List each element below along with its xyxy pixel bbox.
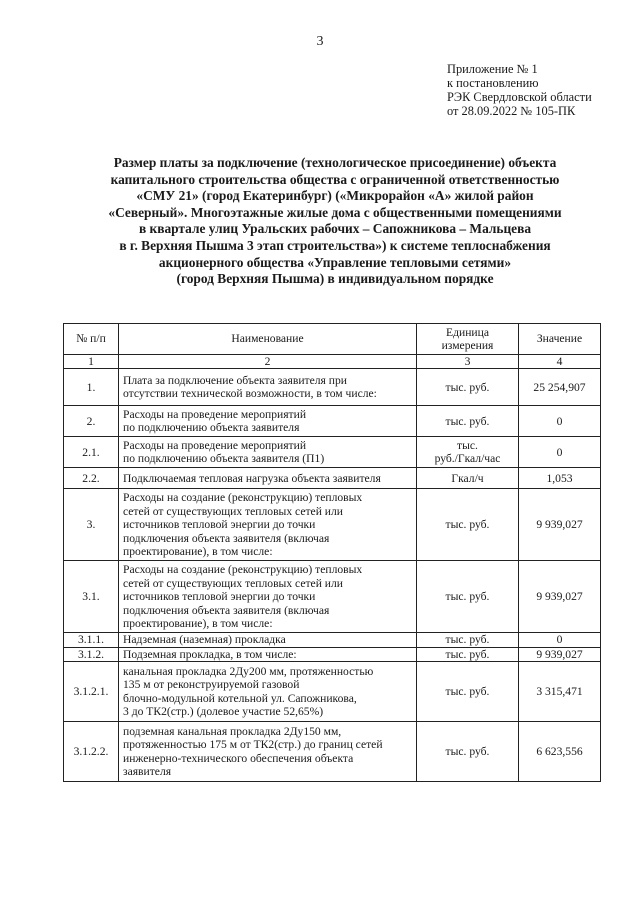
table-row — [64, 406, 601, 437]
table-row — [64, 662, 601, 722]
table-row — [64, 437, 601, 468]
header-num: № п/п — [64, 324, 119, 355]
title-line: Размер платы за подключение (технологическое присоединение) объекта — [113, 155, 557, 170]
row-value: 6 623,556 — [519, 722, 601, 782]
row-unit: тыс. руб. — [417, 369, 519, 406]
table-row — [64, 722, 601, 782]
table-row — [64, 369, 601, 406]
row-unit-line: тыс. — [457, 439, 478, 452]
row-name-line: подключения объекта заявителя (включая — [123, 603, 330, 617]
row-name — [119, 633, 417, 647]
row-name-line: Расходы на проведение мероприятий — [123, 439, 307, 452]
table-row — [64, 489, 601, 561]
row-unit — [417, 437, 519, 468]
row-name — [119, 369, 417, 406]
table-row — [64, 468, 601, 489]
row-name-line: подключения объекта заявителя (включая — [123, 531, 330, 545]
row-num: 3.1.1. — [64, 633, 119, 647]
row-unit: тыс. руб. — [417, 406, 519, 437]
header-name: Наименование — [119, 324, 417, 355]
row-name-line: проектирование), в том числе: — [123, 545, 273, 559]
column-number: 4 — [519, 355, 601, 369]
row-value: 9 939,027 — [519, 647, 601, 661]
row-unit: тыс. руб. — [417, 647, 519, 661]
row-value: 9 939,027 — [519, 561, 601, 633]
title-line: в квартале улиц Уральских рабочих – Сапожникова – Мальцева — [138, 221, 532, 237]
row-unit: тыс. руб. — [417, 722, 519, 782]
row-name-line: источников тепловой энергии до точки — [123, 590, 316, 604]
row-name-line: Подземная прокладка, в том числе: — [123, 647, 297, 661]
document-title — [50, 155, 620, 288]
title-line: капитального строительства общества с ограниченной ответственностью — [110, 171, 560, 187]
row-name-line: подземная канальная прокладка 2Ду150 мм, — [123, 724, 342, 738]
row-name-line: сетей от существующих тепловых сетей или — [123, 576, 343, 590]
row-name-line: источников тепловой энергии до точки — [123, 518, 316, 532]
header-unit-line: измерения — [441, 339, 494, 352]
header-unit — [417, 324, 519, 355]
row-num: 3.1.2.2. — [64, 722, 119, 782]
row-name-line: протяженностью 175 м от ТК2(стр.) до границ сетей — [123, 738, 383, 752]
row-name-line: отсутствии технической возможности, в том числе: — [123, 387, 377, 401]
row-name-line: инженерно-технического обеспечения объекта — [123, 751, 354, 765]
row-value: 3 315,471 — [519, 662, 601, 722]
row-num: 3. — [64, 489, 119, 561]
row-name-line: блочно-модульной котельной ул. Сапожникова, — [123, 691, 357, 705]
appendix-block — [447, 62, 592, 118]
column-number-row — [64, 355, 601, 369]
row-num: 2. — [64, 406, 119, 437]
column-number: 3 — [417, 355, 519, 369]
row-name-line: 3 до ТК2(стр.) (долевое участие 52,65%) — [123, 705, 324, 719]
row-unit: тыс. руб. — [417, 662, 519, 722]
row-name-line: Расходы на создание (реконструкцию) тепловых — [123, 491, 363, 505]
row-unit: Гкал/ч — [417, 468, 519, 489]
row-num: 2.2. — [64, 468, 119, 489]
row-name — [119, 489, 417, 561]
appendix-line: к постановлению — [447, 76, 539, 90]
row-value: 9 939,027 — [519, 489, 601, 561]
row-name — [119, 662, 417, 722]
title-line: в г. Верхняя Пышма 3 этап строительства») к системе теплоснабжения — [119, 237, 551, 253]
appendix-line: Приложение № 1 — [447, 62, 538, 76]
row-num: 1. — [64, 369, 119, 406]
row-name-line: Подключаемая тепловая нагрузка объекта заявителя — [123, 471, 381, 485]
column-number: 1 — [64, 355, 119, 369]
appendix-line: РЭК Свердловской области — [447, 90, 592, 104]
appendix-line: от 28.09.2022 № 105-ПК — [447, 104, 576, 118]
row-name-line: проектирование), в том числе: — [123, 617, 273, 631]
row-unit: тыс. руб. — [417, 633, 519, 647]
row-name-line: Расходы на создание (реконструкцию) тепловых — [123, 563, 363, 577]
title-line: «Северный». Многоэтажные жилые дома с общественными помещениями — [108, 204, 562, 220]
row-name-line: Плата за подключение объекта заявителя при — [123, 374, 347, 387]
row-unit: тыс. руб. — [417, 561, 519, 633]
row-unit-line: руб./Гкал/час — [434, 452, 501, 466]
row-name-line: Надземная (наземная) прокладка — [123, 633, 286, 647]
row-value: 0 — [519, 406, 601, 437]
row-name — [119, 722, 417, 782]
row-num: 3.1.2.1. — [64, 662, 119, 722]
table-header-row — [64, 324, 601, 355]
row-name — [119, 437, 417, 468]
row-name-line: 135 м от реконструируемой газовой — [123, 678, 300, 692]
row-value: 25 254,907 — [519, 369, 601, 406]
header-value: Значение — [519, 324, 601, 355]
row-name — [119, 647, 417, 661]
title-line: «СМУ 21» (город Екатеринбург) («Микрорайон «А» жилой район — [136, 188, 534, 204]
row-name-line: по подключению объекта заявителя — [123, 421, 300, 435]
title-line: (город Верхняя Пышма) в индивидуальном порядке — [176, 271, 494, 287]
row-name-line: Расходы на проведение мероприятий — [123, 408, 307, 421]
row-num: 3.1.2. — [64, 647, 119, 661]
row-unit: тыс. руб. — [417, 489, 519, 561]
row-value: 0 — [519, 437, 601, 468]
table-row — [64, 633, 601, 647]
row-num: 2.1. — [64, 437, 119, 468]
row-name-line: по подключению объекта заявителя (П1) — [123, 452, 325, 466]
fee-table — [63, 323, 601, 782]
row-name-line: заявителя — [123, 765, 172, 779]
table-row — [64, 647, 601, 661]
row-value: 1,053 — [519, 468, 601, 489]
row-num: 3.1. — [64, 561, 119, 633]
header-unit-line: Единица — [446, 325, 489, 339]
row-name-line: канальная прокладка 2Ду200 мм, протяженностью — [123, 664, 374, 678]
row-name — [119, 406, 417, 437]
column-number: 2 — [119, 355, 417, 369]
title-line: акционерного общества «Управление тепловыми сетями» — [158, 254, 512, 270]
table-row — [64, 561, 601, 633]
row-name — [119, 561, 417, 633]
row-value: 0 — [519, 633, 601, 647]
row-name-line: сетей от существующих тепловых сетей или — [123, 504, 343, 518]
page-number: 3 — [316, 34, 324, 49]
row-name — [119, 468, 417, 489]
